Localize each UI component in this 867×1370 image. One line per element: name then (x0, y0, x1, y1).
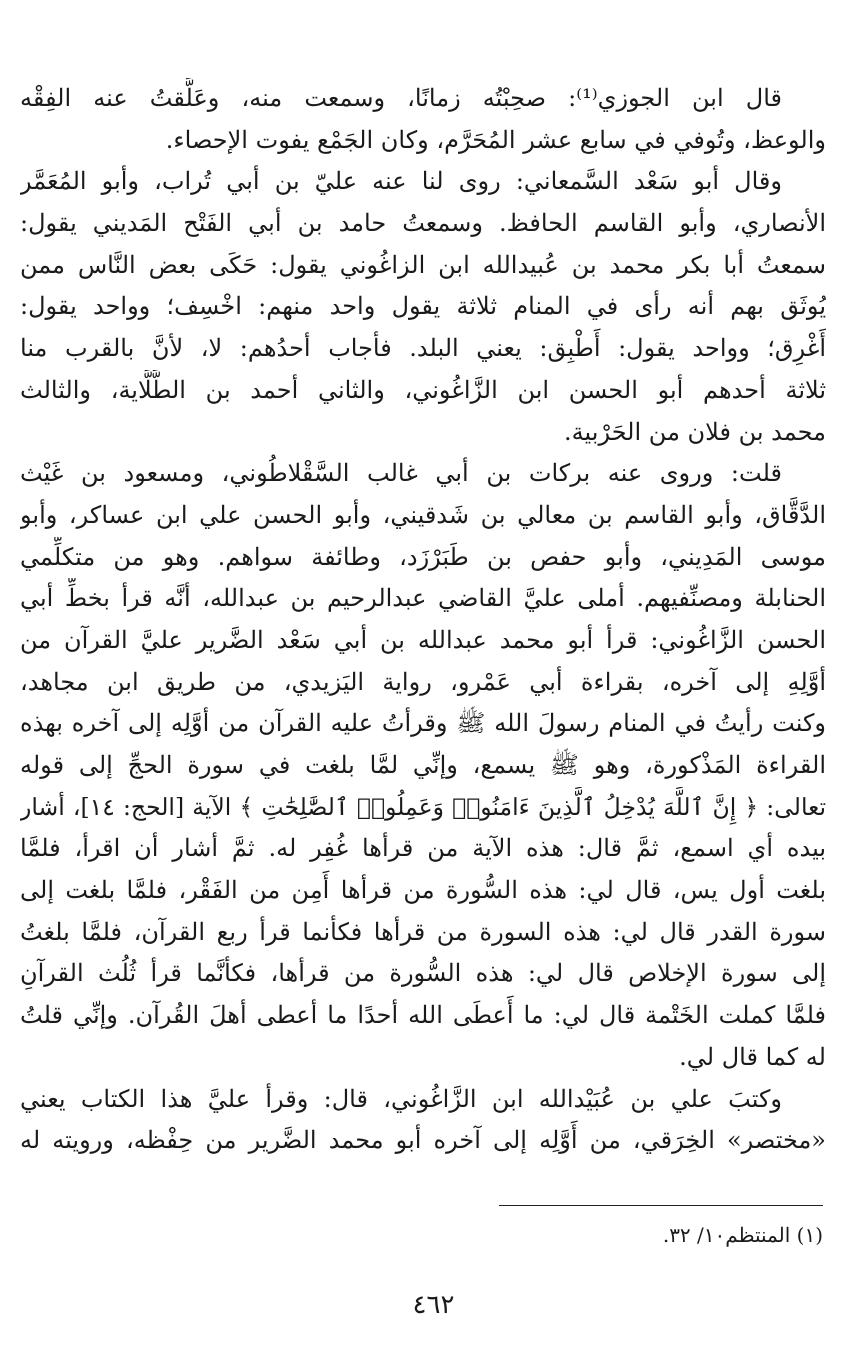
text-line: الدَّقَّاق، وأبو القاسم بن معالي بن شَدقيني، وأبو الحسن علي ابن عساكر، وأبو (20, 500, 826, 529)
footnote-divider (499, 1205, 823, 1206)
main-text (20, 78, 826, 1162)
text-line: قال ابن الجوزي⁽¹⁾: صحِبْتُه زمانًا، وسمعت منه، وعَلَّقتُ عنه الفِقْه (20, 84, 782, 112)
page-number: ٤٦٢ (412, 1290, 455, 1320)
text-line: له كما قال لي. (679, 1042, 826, 1071)
text-line: بيده أي اسمع، ثمَّ قال: هذه الآية من قرأها غُفِر له. ثمَّ أشار أن اقرأ، فلمَّا (20, 834, 826, 863)
text-line: «مختصر» الخِرَقي، من أَوَّلِه إلى آخره أبو محمد الضَّرير من حِفْظه، ورويته له (20, 1126, 826, 1155)
text-line: الحسن الزَّاغُوني: قرأ أبو محمد عبدالله بن أبي سَعْد الضَّرير عليَّ القرآن من (20, 625, 826, 654)
text-line: أوَّلِهِ إلى آخره، بقراءة أبي عَمْرو، رواية اليَزيدي، من طريق ابن مجاهد، (20, 667, 826, 696)
text-line: محمد بن فلان من الحَرْبية. (564, 417, 826, 446)
text-line: فلمَّا كملت الخَتْمة قال لي: ما أَعطَى الله أحدًا ما أعطى أهلَ القُرآن. وإنِّي قلتُ (20, 1001, 826, 1030)
text-line: الحنابلة ومصنِّفيهم. أملى عليَّ القاضي عبدالرحيم بن عبدالله، أنَّه قرأ بخطِّ أبي (20, 584, 826, 613)
text-line: القراءة المَذْكورة، وهو ﷺ يسمع، وإنِّي لمَّا بلغت في سورة الحجِّ إلى قوله (20, 751, 826, 779)
text-line: يُوثَق بهم أنه رأى في المنام ثلاثة يقول واحد منهم: اخْسِف؛ وواحد يقول: (20, 292, 826, 321)
text-line: سمعتُ أبا بكر محمد بن عُبيدالله ابن الزاغُوني يقول: حَكَى بعض النَّاس ممن (20, 250, 826, 279)
text-line: ثلاثة أحدهم أبو الحسن ابن الزَّاغُوني، والثاني أحمد بن الطَّلَّاية، والثالث (20, 375, 826, 404)
text-line: بلغت أول يس، قال لي: هذه السُّورة من قرأها أَمِن من الفَقْر، فلمَّا بلغت إلى (20, 876, 826, 905)
text-line: قلت: وروى عنه بركات بن أبي غالب السَّقْلاطُوني، ومسعود بن غَيْث (20, 459, 782, 488)
text-line: سورة القدر قال لي: هذه السورة من قرأها فكأنما قرأ ربع القرآن، فلمَّا بلغتُ (20, 917, 826, 946)
text-line: إلى سورة الإخلاص قال لي: هذه السُّورة من قرأها، فكأنَّما قرأ ثُلُث القرآنِ (20, 959, 826, 988)
text-line: وكنت رأيتُ في المنام رسولَ الله ﷺ وقرأتُ عليه القرآن من أوَّلِه إلى آخره بهذه (20, 709, 826, 738)
text-line: موسى المَدِيني، وأبو حفص بن طَبَرْزَد، وطائفة سواهم. وهو من متكلِّمي (20, 542, 826, 571)
text-line: وكتبَ علي بن عُبَيْدالله ابن الزَّاغُوني، قال: وقرأ عليَّ هذا الكتاب يعني (20, 1084, 782, 1113)
text-line: الأنصاري، وأبو القاسم الحافظ. وسمعتُ حامد بن أبي الفَتْح المَديني يقول: (20, 209, 826, 238)
text-line: وقال أبو سَعْد السَّمعاني: روى لنا عنه عليّ بن أبي تُراب، وأبو المُعَمَّر (20, 167, 782, 196)
text-line: تعالى: ﴿ إِنَّ ٱللَّهَ يُدْخِلُ ٱلَّذِينَ ءَامَنُوا۟ وَعَمِلُوا۟ ٱلصَّٰلِحَٰتِ ﴾ الآية [الحج: ١٤]، أشار (20, 792, 826, 821)
text-line: والوعظ، وتُوفي في سابع عشر المُحَرَّم، وكان الجَمْع يفوت الإحصاء. (165, 125, 826, 154)
footnote: (١) المنتظم١٠/ ٣٢. (662, 1223, 823, 1247)
text-line: أَغْرِق؛ وواحد يقول: أَطْبِق: يعني البلد. فأجاب أحدُهم: لا، لأنَّ بالقرب منا (20, 334, 826, 363)
